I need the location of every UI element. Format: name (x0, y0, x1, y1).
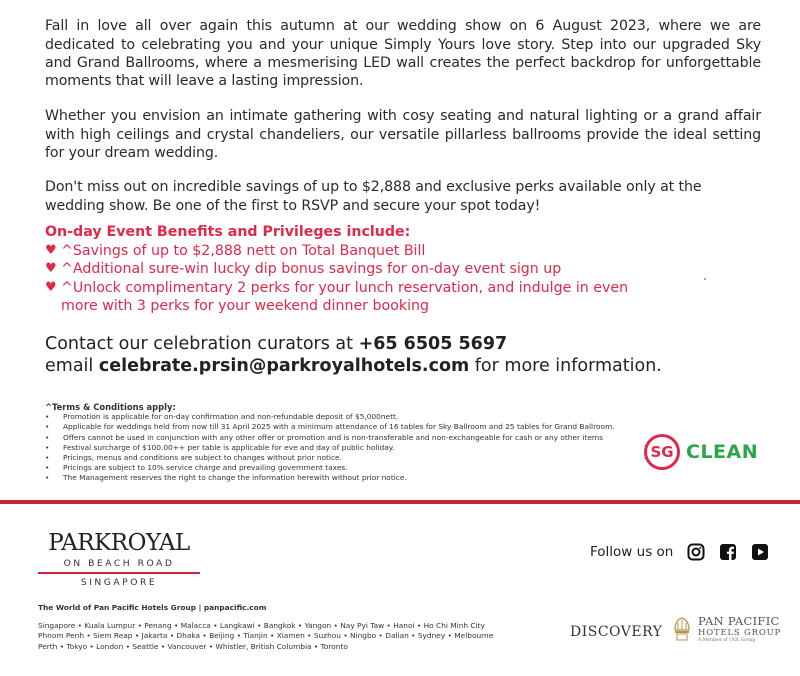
group-tagline: The World of Pan Pacific Hotels Group | panpacific.com (38, 603, 267, 612)
youtube-icon[interactable] (751, 543, 769, 561)
contact-phone-line (45, 334, 662, 356)
email-suffix: for more information. (469, 355, 662, 376)
brand-city: SINGAPORE (80, 577, 158, 588)
sg-clean-logo (644, 434, 758, 470)
terms-item: • Applicable for weddings held from now till 31 April 2025 with a minimum attendance of 16 tables for Sky Ballroom and 25 tables for Grand Ballroom. (45, 422, 625, 432)
heart-icon: ♥ (45, 279, 57, 295)
benefit-item (45, 242, 661, 261)
heart-icon: ♥ (45, 261, 57, 276)
terms-item: • Promotion is applicable for on-day confirmation and non-refundable deposit of $5,000nett. (45, 412, 625, 422)
ppg-line-3: A Member of UOL Group (698, 638, 756, 643)
terms-item: • Pricings, menus and conditions are subject to changes without prior notice. (45, 453, 625, 463)
terms-item: • Festival surcharge of $100.00++ per table is applicable for eve and day of public holiday. (45, 443, 625, 453)
intro-paragraph-2: Whether you envision an intimate gathering with cosy seating and natural lighting or a grand affair with high ceilings and crystal chandeliers, our versatile pillarless ballrooms provide the ideal setting for your dream wedding. (45, 108, 761, 161)
footer-divider (0, 500, 800, 504)
email-prefix: email (45, 355, 99, 376)
terms-section (45, 402, 625, 484)
pan-pacific-emblem-icon (672, 616, 692, 642)
benefit-item (45, 279, 661, 316)
phone-link[interactable]: +65 6505 5697 (358, 334, 508, 354)
benefit-text: ^Unlock complimentary 2 perks for your lunch reservation, and indulge in even more with 3 perks for your weekend dinner booking (61, 279, 629, 314)
discovery-logo: DISCOVERY (570, 624, 663, 640)
brand-underline (38, 572, 200, 574)
terms-heading: ^Terms & Conditions apply: (45, 402, 176, 412)
heart-icon: ♥ (45, 242, 57, 258)
social-follow (590, 543, 769, 561)
city-line: Phnom Penh • Siem Reap • Jakarta • Dhaka • Beijing • Tianjin • Xiamen • Suzhou • Ningbo • Dalian • Sydney • Melbourne (38, 631, 494, 641)
intro-paragraph-1: Fall in love all over again this autumn at our wedding show on 6 August 2023, where we are dedicated to celebrating you and your unique Simply Yours love story. Step into our upgraded Sky and Grand Ballrooms, where a mesmerising LED wall creates the perfect backdrop for unforgettable moments that will leave a lasting impression. (45, 18, 761, 90)
benefit-item (45, 260, 661, 279)
city-line: Singapore • Kuala Lumpur • Penang • Malacca • Langkawi • Bangkok • Yangon • Nay Pyi Taw • Hanoi • Ho Chi Minh City (38, 621, 485, 630)
terms-item: • Offers cannot be used in conjunction with any other offer or promotion and is non-transferable and non-exchangeable for cash or any other items (45, 433, 625, 443)
decorative-dot (704, 278, 706, 280)
pan-pacific-logo (672, 614, 781, 643)
benefits-heading: On-day Event Benefits and Privileges include: (45, 224, 411, 240)
facebook-icon[interactable] (719, 543, 737, 561)
benefits-section (45, 223, 661, 316)
brand-name: PARKROYAL (48, 530, 190, 556)
ppg-line-2: HOTELS GROUP (698, 628, 782, 638)
sg-circle-badge: SG (644, 434, 680, 470)
clean-label: CLEAN (686, 441, 759, 463)
benefit-text: ^Savings of up to $2,888 nett on Total Banquet Bill (61, 242, 426, 259)
contact-block (45, 334, 662, 377)
ppg-line-1: PAN PACIFIC (698, 614, 780, 628)
brand-location: ON BEACH ROAD (63, 558, 175, 569)
terms-list (45, 412, 625, 483)
benefit-text: ^Additional sure-win lucky dip bonus savings for on-day event sign up (61, 261, 562, 277)
contact-email-line (45, 356, 662, 378)
contact-prefix: Contact our celebration curators at (45, 334, 359, 354)
city-list (38, 621, 558, 652)
intro-paragraph-3: Don't miss out on incredible savings of up to $2,888 and exclusive perks available only at the wedding show. Be one of the first to RSVP and secure your spot today! (45, 179, 702, 214)
benefits-list (45, 242, 661, 316)
email-link[interactable]: celebrate.prsin@parkroyalhotels.com (98, 355, 470, 376)
follow-label: Follow us on (590, 544, 674, 560)
city-line: Perth • Tokyo • London • Seattle • Vancouver • Whistler, British Columbia • Toronto (38, 641, 348, 651)
terms-item: • The Management reserves the right to change the information herewith without prior notice. (45, 473, 625, 483)
parkroyal-logo (38, 530, 200, 588)
instagram-icon[interactable] (687, 543, 705, 561)
terms-item: • Pricings are subject to 10% service charge and prevailing government taxes. (45, 463, 625, 473)
